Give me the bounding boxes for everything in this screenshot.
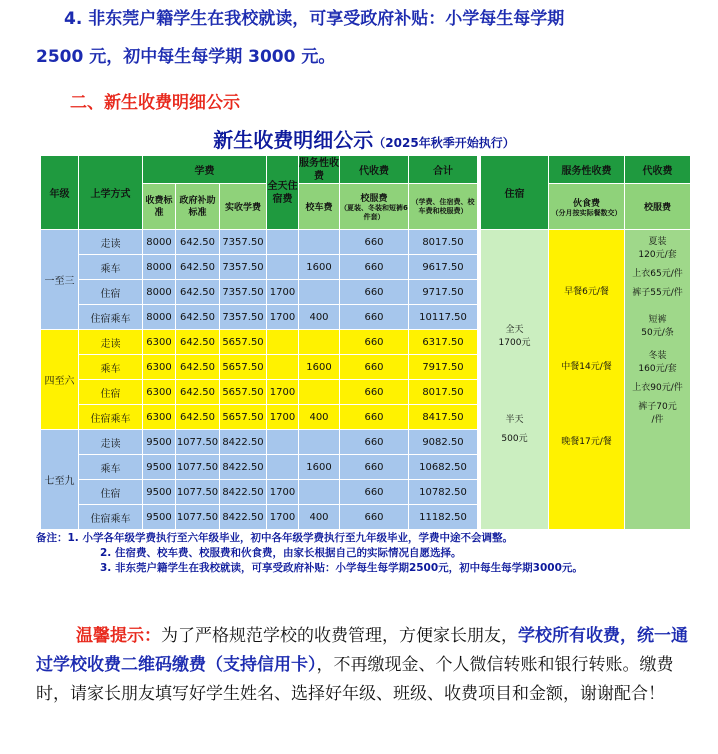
table-row: [41, 380, 478, 405]
cell-board: [267, 255, 299, 280]
cell-uni: 660: [340, 355, 409, 380]
table-row: [41, 355, 478, 380]
board-cell: [481, 230, 549, 530]
uniform-winter-pants: 裤子70元: [638, 402, 677, 412]
header-tuition: 学费: [143, 156, 267, 184]
header-right-agent: 代收费: [625, 156, 691, 184]
cell-total: 9717.50: [409, 280, 478, 305]
notes: [36, 531, 692, 576]
meal-dinner: 晚餐17元/餐: [561, 437, 612, 447]
cell-board: [267, 455, 299, 480]
cell-board: 1700: [267, 505, 299, 530]
table-row: [41, 430, 478, 455]
table-row: [41, 405, 478, 430]
cell-act: 5657.50: [220, 355, 267, 380]
cell-uni: 660: [340, 330, 409, 355]
cell-mode: 住宿: [79, 380, 143, 405]
uniform-winter-top: 上衣90元/件: [632, 383, 683, 393]
meal-cell: [549, 230, 625, 530]
cell-total: 11182.50: [409, 505, 478, 530]
header-board: 全天住宿费: [267, 156, 299, 230]
fee-table: [40, 155, 478, 530]
cell-sub: 1077.50: [176, 505, 220, 530]
cell-sub: 1077.50: [176, 430, 220, 455]
cell-total: 10682.50: [409, 455, 478, 480]
table-title-text: 新生收费明细公示: [213, 128, 374, 152]
table-row: [41, 280, 478, 305]
warm-tip-text-2: ，不再缴现金、个人微信转账和银行转账。缴费时，请家长朋友填写好学生姓名、选择好年级、班级、收费项目和金额，谢谢配合！: [36, 655, 674, 704]
uniform-shorts-price: 50元/条: [641, 328, 674, 338]
cell-total: 8017.50: [409, 380, 478, 405]
cell-total: 8017.50: [409, 230, 478, 255]
cell-mode: 住宿乘车: [79, 305, 143, 330]
cell-std: 9500: [143, 480, 176, 505]
cell-act: 8422.50: [220, 455, 267, 480]
uniform-winter-price: 160元/套: [638, 364, 677, 374]
note-3: 3. 非东莞户籍学生在我校就读，可享受政府补贴：小学每生每学期2500元，初中每生每学期3000元。: [100, 562, 583, 574]
cell-std: 8000: [143, 230, 176, 255]
header-grade: 年级: [41, 156, 79, 230]
cell-bus: 400: [299, 305, 340, 330]
cell-uni: 660: [340, 505, 409, 530]
cell-std: 9500: [143, 455, 176, 480]
uniform-summer-price: 120元/套: [638, 250, 677, 260]
cell-uni: 660: [340, 280, 409, 305]
cell-act: 7357.50: [220, 255, 267, 280]
table-row: [41, 505, 478, 530]
cell-total: 9082.50: [409, 430, 478, 455]
cell-mode: 乘车: [79, 355, 143, 380]
cell-bus: 1600: [299, 355, 340, 380]
cell-act: 8422.50: [220, 505, 267, 530]
cell-std: 6300: [143, 330, 176, 355]
cell-act: 8422.50: [220, 430, 267, 455]
cell-bus: [299, 380, 340, 405]
cell-mode: 走读: [79, 430, 143, 455]
cell-std: 8000: [143, 280, 176, 305]
cell-board: [267, 330, 299, 355]
cell-uni: 660: [340, 305, 409, 330]
header-uniform: [340, 184, 409, 230]
header-bus: 校车费: [299, 184, 340, 230]
cell-sub: 642.50: [176, 305, 220, 330]
cell-bus: [299, 230, 340, 255]
cell-uni: 660: [340, 430, 409, 455]
header-right-uniform: 校服费: [625, 184, 691, 230]
header-mode: 上学方式: [79, 156, 143, 230]
cell-bus: [299, 430, 340, 455]
note-2: 2. 住宿费、校车费、校服费和伙食费，由家长根据自己的实际情况自愿选择。: [100, 547, 462, 559]
cell-uni: 660: [340, 380, 409, 405]
cell-mode: 住宿: [79, 280, 143, 305]
cell-total: 8417.50: [409, 405, 478, 430]
cell-std: 9500: [143, 505, 176, 530]
header-tuition-actual: 实收学费: [220, 184, 267, 230]
cell-board: 1700: [267, 305, 299, 330]
cell-uni: 660: [340, 230, 409, 255]
cell-bus: 400: [299, 505, 340, 530]
cell-act: 7357.50: [220, 305, 267, 330]
board-full-1: 全天: [505, 325, 524, 335]
uniform-winter-pants-unit: /件: [651, 415, 664, 425]
cell-board: [267, 430, 299, 455]
cell-sub: 642.50: [176, 255, 220, 280]
grade-cell: 七至九: [41, 430, 79, 530]
cell-board: 1700: [267, 480, 299, 505]
cell-act: 7357.50: [220, 280, 267, 305]
header-meal-label: 伙食费: [572, 198, 600, 209]
warm-tip-label: 温馨提示：: [76, 626, 161, 646]
cell-total: 7917.50: [409, 355, 478, 380]
header-total: 合计: [409, 156, 478, 184]
cell-total: 6317.50: [409, 330, 478, 355]
section-title: 二、新生收费明细公示: [70, 93, 240, 113]
cell-bus: 400: [299, 405, 340, 430]
header-meal: [549, 184, 625, 230]
board-full-2: 1700元: [498, 338, 531, 348]
board-half-2: 500元: [501, 434, 528, 444]
note-1: 备注：1. 小学各年级学费执行至六年级毕业，初中各年级学费执行至九年级毕业，学费中途不会调整。: [36, 532, 513, 544]
cell-board: [267, 230, 299, 255]
cell-mode: 走读: [79, 230, 143, 255]
cell-std: 6300: [143, 355, 176, 380]
header-tuition-std: 收费标准: [143, 184, 176, 230]
cell-uni: 660: [340, 255, 409, 280]
table-row: [41, 330, 478, 355]
header-total-note: （学费、住宿费、校车费和校服费）: [411, 197, 475, 215]
cell-std: 6300: [143, 380, 176, 405]
grade-cell: 四至六: [41, 330, 79, 430]
cell-std: 6300: [143, 405, 176, 430]
cell-act: 5657.50: [220, 330, 267, 355]
cell-total: 10117.50: [409, 305, 478, 330]
table-row: [41, 305, 478, 330]
cell-bus: 1600: [299, 255, 340, 280]
cell-std: 8000: [143, 305, 176, 330]
meal-lunch: 中餐14元/餐: [561, 362, 612, 372]
table-row: [41, 255, 478, 280]
grade-cell: 一至三: [41, 230, 79, 330]
table-subtitle: （2025年秋季开始执行）: [373, 136, 515, 150]
uniform-shorts: 短裤: [648, 315, 667, 325]
table-row: [41, 230, 478, 255]
header-right-board: 住宿: [481, 156, 549, 230]
cell-mode: 住宿乘车: [79, 505, 143, 530]
cell-sub: 642.50: [176, 380, 220, 405]
extra-fee-table: [480, 155, 691, 530]
uniform-winter: 冬装: [648, 351, 667, 361]
cell-mode: 住宿: [79, 480, 143, 505]
cell-total: 10782.50: [409, 480, 478, 505]
header-tuition-sub: 政府补助标准: [176, 184, 220, 230]
cell-total: 9617.50: [409, 255, 478, 280]
cell-board: 1700: [267, 280, 299, 305]
uniform-cell: [625, 230, 691, 530]
cell-mode: 走读: [79, 330, 143, 355]
header-uniform-note: （夏装、冬装和短裤6件套）: [340, 204, 408, 221]
cell-std: 9500: [143, 430, 176, 455]
cell-board: [267, 355, 299, 380]
uniform-summer: 夏装: [648, 237, 667, 247]
cell-mode: 乘车: [79, 455, 143, 480]
cell-board: 1700: [267, 405, 299, 430]
uniform-summer-top: 上衣65元/件: [632, 269, 683, 279]
cell-sub: 642.50: [176, 405, 220, 430]
cell-mode: 住宿乘车: [79, 405, 143, 430]
cell-bus: [299, 280, 340, 305]
table-row: [41, 455, 478, 480]
cell-sub: 642.50: [176, 280, 220, 305]
table-title: [36, 126, 692, 154]
intro-line-1: 4. 非东莞户籍学生在我校就读，可享受政府补贴：小学每生每学期: [64, 9, 565, 29]
cell-sub: 642.50: [176, 355, 220, 380]
cell-mode: 乘车: [79, 255, 143, 280]
intro-line-2: 2500 元，初中每生每学期 3000 元。: [36, 47, 336, 67]
cell-act: 7357.50: [220, 230, 267, 255]
header-meal-note: （分月按实际餐数交）: [551, 208, 622, 217]
warm-tip-text-1: 为了严格规范学校的收费管理，方便家长朋友，: [161, 626, 518, 646]
cell-act: 5657.50: [220, 380, 267, 405]
cell-sub: 642.50: [176, 230, 220, 255]
warm-tip: [36, 622, 696, 709]
header-uniform-label: 校服费: [360, 194, 388, 204]
header-total-note-cell: [409, 184, 478, 230]
header-agent: 代收费: [340, 156, 409, 184]
warm-tip-highlight: 学校所有收费，统一通过学校收费二维码缴费（支持信用卡）: [36, 626, 688, 675]
cell-board: 1700: [267, 380, 299, 405]
cell-sub: 1077.50: [176, 480, 220, 505]
cell-bus: [299, 330, 340, 355]
meal-breakfast: 早餐6元/餐: [564, 287, 609, 297]
header-service: 服务性收费: [299, 157, 339, 182]
cell-uni: 660: [340, 405, 409, 430]
cell-uni: 660: [340, 480, 409, 505]
cell-bus: 1600: [299, 455, 340, 480]
cell-sub: 1077.50: [176, 455, 220, 480]
cell-bus: [299, 480, 340, 505]
cell-uni: 660: [340, 455, 409, 480]
uniform-summer-pants: 裤子55元/件: [632, 288, 683, 298]
cell-act: 8422.50: [220, 480, 267, 505]
table-row: [41, 480, 478, 505]
board-half-1: 半天: [505, 415, 524, 425]
cell-act: 5657.50: [220, 405, 267, 430]
header-right-service: 服务性收费: [549, 156, 625, 184]
cell-sub: 642.50: [176, 330, 220, 355]
cell-std: 8000: [143, 255, 176, 280]
